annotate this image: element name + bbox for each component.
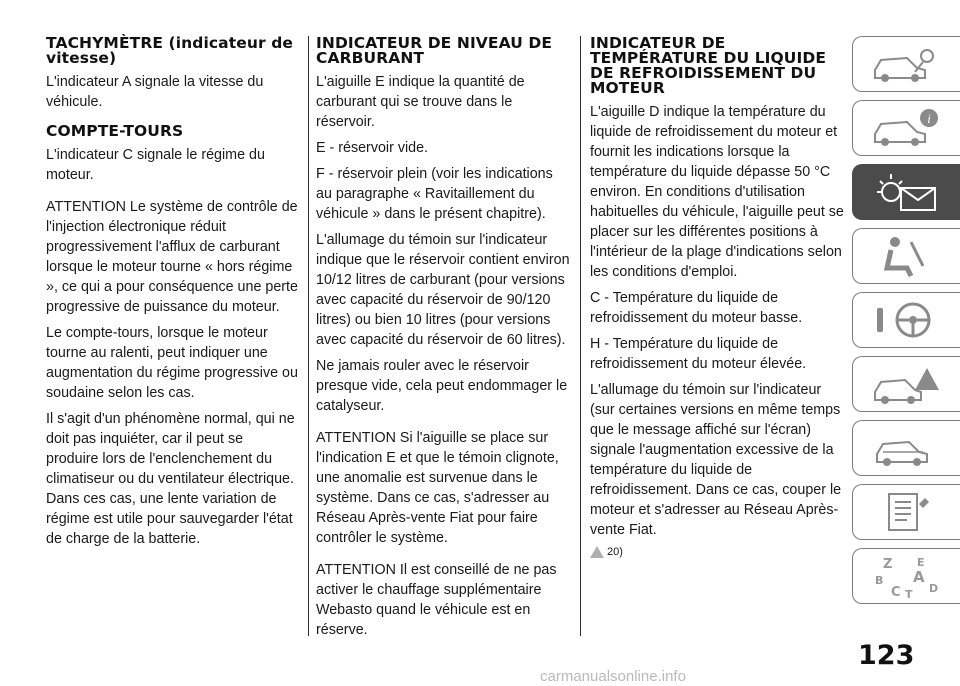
coolant-high-text: H - Température du liquide de refroidissement du moteur élevée. — [590, 336, 807, 372]
fuel-attention-1: ATTENTION Si l'aiguille se place sur l'indication E et que le témoin clignote, une anomalie est survenue dans le système. Dans ce cas, s'adresser au Réseau Après-vente Fiat pour faire contrôler le système. — [316, 430, 559, 546]
car-service-icon — [867, 424, 947, 472]
watermark: carmanualsonline.info — [540, 668, 686, 685]
tachometer-text: L'indicateur C signale le régime du moteur. — [46, 147, 265, 183]
svg-text:A: A — [912, 568, 925, 586]
alphabetical-index-icon — [867, 552, 947, 600]
warning-reference[interactable] — [590, 546, 844, 558]
tab-servicing[interactable] — [852, 420, 960, 476]
column-speedometer — [46, 36, 298, 555]
tab-dashboard-warnings[interactable] — [852, 164, 960, 220]
fuel-gauge-text: L'aiguille E indique la quantité de carburant qui se trouve dans le réservoir. — [316, 74, 525, 130]
coolant-low-text: C - Température du liquide de refroidissement du moteur basse. — [590, 290, 803, 326]
tab-technical-data[interactable] — [852, 484, 960, 540]
fuel-attention-2: ATTENTION Il est conseillé de ne pas activer le chauffage supplémentaire Webasto quand le véhicule est en réserve. — [316, 562, 557, 638]
car-key-icon — [867, 40, 947, 88]
warning-triangle-icon — [590, 546, 604, 558]
chapter-sidebar — [852, 36, 960, 612]
fuel-empty-text: E - réservoir vide. — [316, 140, 429, 156]
car-info-icon — [867, 104, 947, 152]
tab-car-info[interactable] — [852, 100, 960, 156]
dashboard-warning-icon — [867, 168, 947, 216]
warning-reference-number: 20) — [607, 546, 623, 558]
tab-car-knowledge[interactable] — [852, 36, 960, 92]
coolant-heading: INDICATEUR DE TEMPÉRATURE DU LIQUIDE DE REFROIDISSEMENT DU MOTEUR — [590, 34, 827, 97]
svg-text:C: C — [890, 585, 901, 600]
column-divider — [580, 36, 581, 636]
speedometer-text: L'indicateur A signale la vitesse du véhicule. — [46, 74, 264, 110]
steering-wheel-icon — [867, 296, 947, 344]
svg-text:i: i — [926, 111, 931, 126]
tab-emergency[interactable] — [852, 356, 960, 412]
tab-safety[interactable] — [852, 228, 960, 284]
svg-text:B: B — [874, 574, 883, 587]
svg-text:E: E — [916, 556, 925, 569]
fuel-catalyst-text: Ne jamais rouler avec le réservoir presque vide, cela peut endommager le catalyseur. — [316, 358, 568, 414]
car-breakdown-icon — [867, 360, 947, 408]
page-number: 123 — [858, 640, 915, 671]
fuel-gauge-heading: INDICATEUR DE NIVEAU DE CARBURANT — [316, 34, 553, 67]
svg-text:T: T — [904, 588, 913, 600]
seat-airbag-icon — [867, 232, 947, 280]
fuel-full-text: F - réservoir plein (voir les indications au paragraphe « Ravitaillement du véhicule » dans le présent chapitre). — [316, 166, 553, 222]
documents-icon — [867, 488, 947, 536]
tachometer-heading: COMPTE-TOURS — [46, 122, 184, 140]
fuel-warning-light-text: L'allumage du témoin sur l'indicateur indique que le réservoir contient environ 10/12 litres de carburant (pour versions avec capacité du réservoir de 90/120 litres) ou bien 10 litres (pour versions avec capacité du réservoir de 60 litres). — [316, 232, 570, 348]
column-coolant-temperature — [590, 36, 844, 558]
svg-text:D: D — [928, 582, 938, 595]
tab-starting-driving[interactable] — [852, 292, 960, 348]
tachometer-attention: ATTENTION Le système de contrôle de l'injection électronique réduit progressivement l'afflux de carburant lorsque le moteur tourne « hors régime », ce qui a pour conséquence une perte progressive de puissance du moteur. — [46, 199, 298, 315]
speedometer-heading: TACHYMÈTRE (indicateur de vitesse) — [46, 34, 294, 67]
column-fuel-gauge — [316, 36, 570, 646]
tab-index[interactable] — [852, 548, 960, 604]
tachometer-idle-text: Le compte-tours, lorsque le moteur tourne au ralenti, peut indiquer une augmentation du régime progressive ou soudaine selon les cas. — [46, 325, 298, 401]
svg-text:Z: Z — [882, 557, 892, 572]
column-divider — [308, 36, 309, 636]
tachometer-normal-text: Il s'agit d'un phénomène normal, qui ne doit pas inquiéter, car il peut se produire lors de l'enclenchement du climatiseur ou du ventilateur électrique. Dans ces cas, une lente variation de régime est utile pour sauvegarder l'état de charge de la batterie. — [46, 411, 295, 547]
coolant-text: L'aiguille D indique la température du liquide de refroidissement du moteur et fournit les indications lorsque la température du liquide dépasse 50 °C environ. En conditions d'utilisation habituelles du véhicule, l'aiguille peut se placer sur les différentes positions à l'intérieur de la plage d'indications selon les conditions d'emploi. — [590, 104, 844, 280]
coolant-warning-text: L'allumage du témoin sur l'indicateur (sur certaines versions en même temps que le message affiché sur l'écran) signale l'augmentation excessive de la température du liquide de refroidissement. Dans ce cas, couper le moteur et s'adresser au Réseau Après-vente Fiat. — [590, 382, 842, 538]
